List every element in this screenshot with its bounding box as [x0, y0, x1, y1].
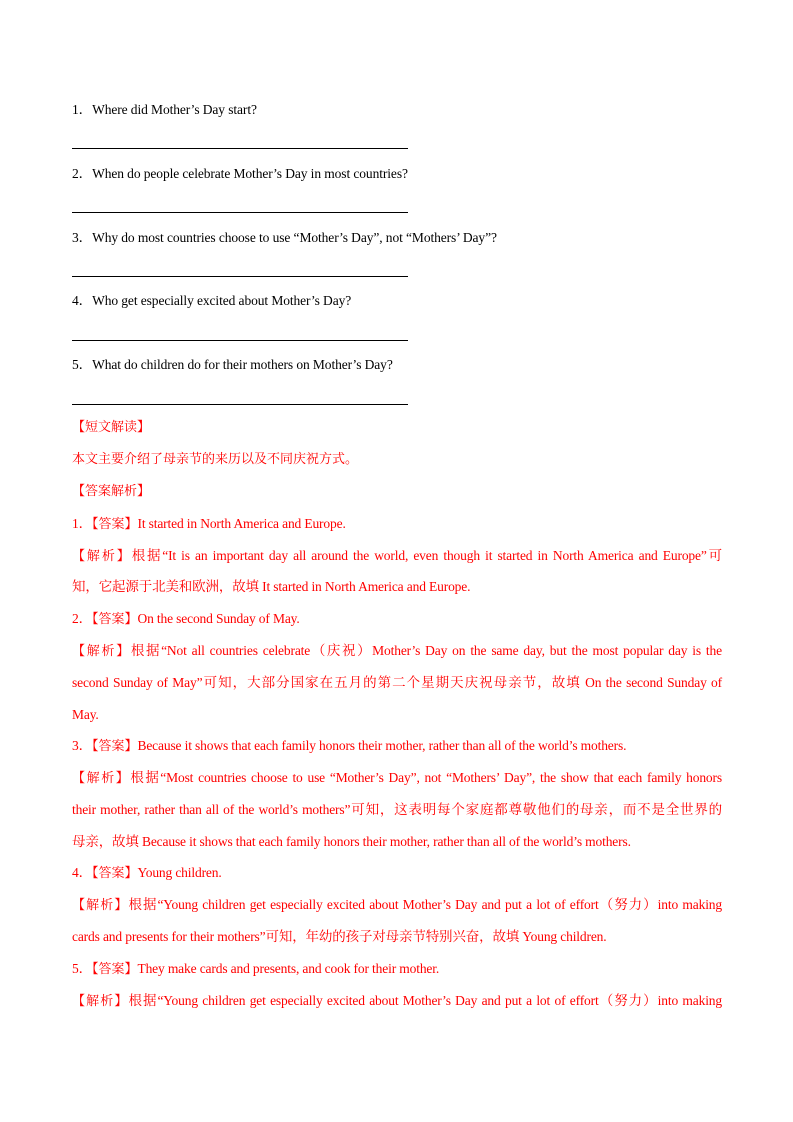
question-text: Where did Mother’s Day start? — [92, 102, 257, 117]
explain-2-line-2: second Sunday of May”可知，大部分国家在五月的第二个星期天庆祝母亲节，故填 On the second Sunday of — [72, 675, 722, 690]
explain-text: 根据“It is an important day all around the world, even though it started in North America and Europe”可 — [131, 548, 722, 563]
answer-number: 2． — [72, 611, 92, 626]
question-text: Who get especially excited about Mother’s Day? — [92, 293, 352, 308]
question-text: When do people celebrate Mother’s Day in most countries? — [92, 166, 408, 181]
answer-line-5[interactable] — [72, 404, 408, 405]
explain-5-line-1 — [72, 992, 722, 1011]
explain-tag: 【解析】 — [72, 549, 132, 564]
question-number: 2． — [72, 166, 93, 181]
answer-text: Because it shows that each family honors their mother, rather than all of the world’s mothers. — [137, 738, 627, 753]
question-2 — [72, 165, 408, 183]
answer-number: 4． — [72, 865, 92, 880]
question-text: Why do most countries choose to use “Mother’s Day”, not “Mothers’ Day”? — [92, 230, 497, 245]
explain-3-line-2: their mother, rather than all of the world’s mothers”可知，这表明每个家庭都尊敬他们的母亲，而不是全世界的 — [72, 802, 722, 817]
answer-tag: 【答案】 — [91, 739, 138, 754]
analysis-heading: 【答案解析】 — [72, 484, 151, 499]
explain-tag: 【解析】 — [72, 994, 129, 1009]
answer-line-3[interactable] — [72, 276, 408, 277]
question-number: 4． — [72, 293, 93, 308]
answer-line-2[interactable] — [72, 212, 408, 213]
answer-text: Young children. — [137, 865, 222, 880]
answer-3 — [72, 737, 722, 756]
answer-2 — [72, 610, 722, 629]
explain-tag: 【解析】 — [72, 771, 131, 786]
explain-2-line-1 — [72, 642, 722, 661]
explain-text: 根据“Not all countries celebrate（庆祝）Mother’s Day on the same day, but the most popular day is the — [130, 643, 722, 658]
explain-2-line-3: May. — [72, 707, 99, 722]
explain-tag: 【解析】 — [72, 898, 129, 913]
answer-tag: 【答案】 — [91, 517, 138, 532]
question-text: What do children do for their mothers on Mother’s Day? — [92, 357, 393, 372]
question-3 — [72, 229, 497, 247]
answer-tag: 【答案】 — [91, 866, 138, 881]
answer-tag: 【答案】 — [91, 962, 138, 977]
explain-1-line-1 — [72, 547, 722, 566]
question-number: 5． — [72, 357, 93, 372]
explain-1-line-2: 知，它起源于北美和欧洲，故填 It started in North America and Europe. — [72, 579, 471, 594]
explain-text: 根据“Most countries choose to use “Mother’s Day”, not “Mothers’ Day”, the show that each family honors — [130, 770, 722, 785]
answer-number: 5． — [72, 961, 92, 976]
question-number: 3． — [72, 230, 93, 245]
answer-text: It started in North America and Europe. — [137, 516, 346, 531]
reading-heading: 【短文解读】 — [72, 420, 151, 435]
question-1 — [72, 101, 257, 119]
answer-line-4[interactable] — [72, 340, 408, 341]
answer-5 — [72, 960, 722, 979]
answer-text: On the second Sunday of May. — [137, 611, 300, 626]
question-5 — [72, 356, 393, 374]
explain-text: 根据“Young children get especially excited about Mother’s Day and put a lot of effort（努力）into making — [128, 897, 722, 912]
answer-4 — [72, 864, 722, 883]
answer-text: They make cards and presents, and cook for their mother. — [137, 961, 440, 976]
reading-summary: 本文主要介绍了母亲节的来历以及不同庆祝方式。 — [72, 452, 359, 467]
answer-1 — [72, 515, 722, 534]
explain-text: 根据“Young children get especially excited about Mother’s Day and put a lot of effort（努力）into making — [128, 993, 722, 1008]
explain-3-line-3: 母亲，故填 Because it shows that each family honors their mother, rather than all of the world’s mothers. — [72, 834, 631, 849]
answer-number: 3． — [72, 738, 92, 753]
question-4 — [72, 292, 351, 310]
explain-3-line-1 — [72, 769, 722, 788]
question-number: 1． — [72, 102, 93, 117]
explain-4-line-1 — [72, 896, 722, 915]
answer-line-1[interactable] — [72, 148, 408, 149]
answer-tag: 【答案】 — [91, 612, 138, 627]
explain-4-line-2: cards and presents for their mothers”可知，年幼的孩子对母亲节特别兴奋，故填 Young children. — [72, 929, 607, 944]
explain-tag: 【解析】 — [72, 644, 131, 659]
answer-number: 1． — [72, 516, 92, 531]
